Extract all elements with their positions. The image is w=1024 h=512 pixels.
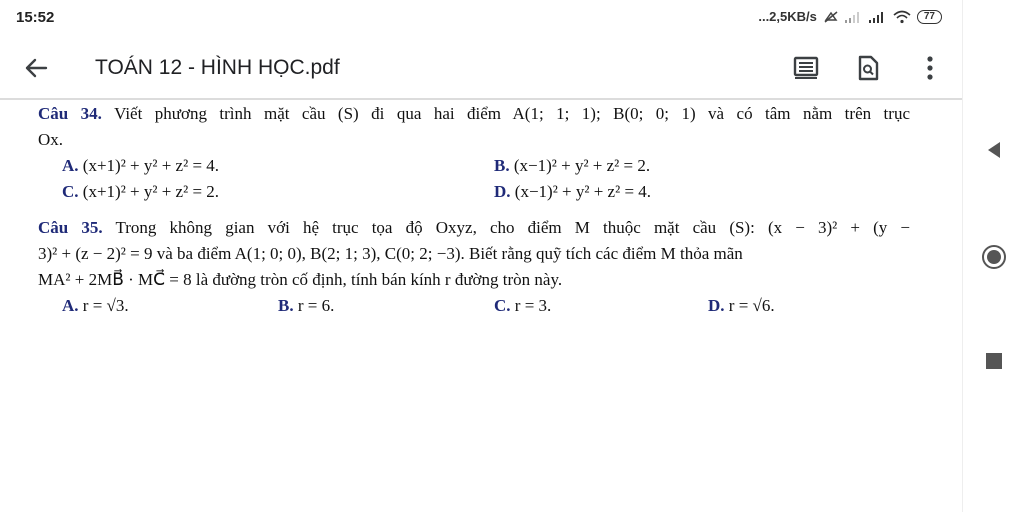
- battery-indicator: 77: [917, 10, 942, 24]
- outline-button[interactable]: [790, 52, 822, 84]
- signal-icon: [869, 11, 887, 23]
- navigation-bar: [962, 0, 1024, 512]
- wifi-icon: [893, 10, 911, 24]
- q34-line-2: Ox.: [38, 130, 64, 149]
- find-in-document-button[interactable]: [852, 52, 884, 84]
- back-arrow-icon: [20, 52, 52, 84]
- nav-recents-icon: [985, 352, 1003, 370]
- q35-option-b: B. r = 6.: [278, 296, 335, 315]
- nav-recents-button[interactable]: [981, 348, 1007, 374]
- more-vert-icon: [926, 55, 934, 81]
- q35-option-a: A. r = √3.: [62, 296, 129, 315]
- network-speed: ...2,5KB/s: [758, 9, 817, 24]
- q35-text-1: Trong không gian với hệ trục tọa độ Oxyz, cho điểm M thuộc mặt cầu (S): (x − 3)² + (y −: [115, 218, 910, 237]
- q34-option-c: C. (x+1)² + y² + z² = 2.: [62, 182, 220, 201]
- q35-line-2: 3)² + (z − 2)² = 9 và ba điểm A(1; 0; 0), B(2; 1; 3), C(0; 2; −3). Biết rằng quỹ tích các điểm M thỏa mãn: [38, 244, 743, 263]
- nav-back-button[interactable]: [981, 137, 1007, 163]
- q35-line-1: [38, 218, 910, 238]
- q35-line-3: MA² + 2MB⃗ · MC⃗ = 8 là đường tròn cố định, tính bán kính r đường tròn này.: [38, 270, 563, 289]
- signal-weak-icon: [845, 11, 863, 23]
- q34-option-a: A. (x+1)² + y² + z² = 4.: [62, 156, 220, 175]
- back-button[interactable]: [20, 52, 52, 84]
- q35-option-d: D. r = √6.: [708, 296, 775, 315]
- q34-line-1: [38, 104, 910, 124]
- status-bar: [0, 0, 962, 36]
- nav-home-icon: [981, 244, 1007, 270]
- status-icons: [758, 9, 942, 24]
- app-bar: [0, 38, 962, 98]
- mute-icon: [823, 10, 839, 24]
- nav-back-icon: [984, 140, 1004, 160]
- q34-label: Câu 34.: [38, 104, 102, 123]
- q35-option-c: C. r = 3.: [494, 296, 552, 315]
- nav-home-button[interactable]: [981, 244, 1007, 270]
- q35-label: Câu 35.: [38, 218, 103, 237]
- status-time: 15:52: [16, 9, 55, 26]
- list-icon: [792, 54, 820, 82]
- q34-text-1: Viết phương trình mặt cầu (S) đi qua hai điểm A(1; 1; 1); B(0; 0; 1) và có tâm nằm trên trục: [114, 104, 910, 123]
- more-options-button[interactable]: [914, 52, 946, 84]
- document-title: TOÁN 12 - HÌNH HỌC.pdf: [95, 56, 340, 79]
- search-document-icon: [854, 54, 882, 82]
- app-bar-divider: [0, 98, 962, 100]
- q34-option-b: B. (x−1)² + y² + z² = 2.: [494, 156, 651, 175]
- q34-option-d: D. (x−1)² + y² + z² = 4.: [494, 182, 652, 201]
